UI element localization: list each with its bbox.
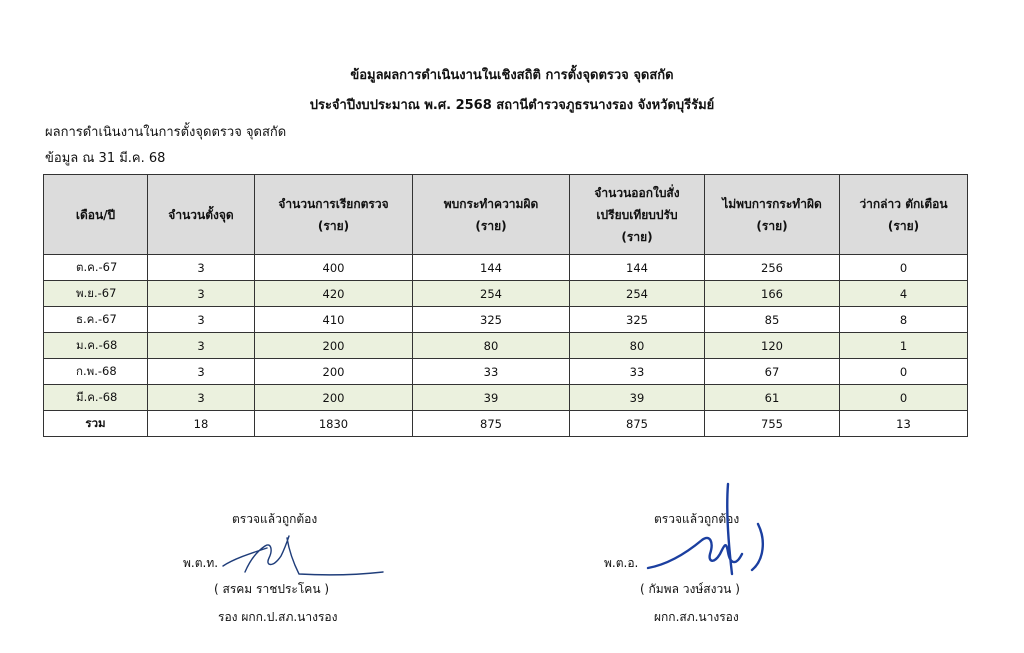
column-header [840,175,968,255]
left-signature-rank: พ.ต.ท. [183,556,219,570]
table-row [44,385,968,411]
value-cell: 200 [255,385,413,411]
data-date-label: ข้อมูล ณ 31 มี.ค. 68 [45,151,166,166]
column-header-text: (ราย) [317,218,350,233]
column-header-text: (ราย) [475,218,507,233]
column-header-text: จำนวนตั้งจุด [168,207,234,222]
value-cell: 200 [255,359,413,385]
value-cell: 0 [840,359,968,385]
column-header-text: เดือน/ปี [75,207,116,222]
total-value-cell: 875 [413,411,570,437]
value-cell: 3 [148,385,255,411]
report-title: ข้อมูลผลการดำเนินงานในเชิงสถิติ การตั้งจุดตรวจ จุดสกัด [350,68,674,83]
value-cell: 3 [148,307,255,333]
column-header-text: (ราย) [756,218,788,233]
month-cell: ต.ค.-67 [44,255,148,281]
value-cell: 80 [570,333,705,359]
column-header-text: (ราย) [621,229,653,244]
total-value-cell: 1830 [255,411,413,437]
left-signature-name: ( สรคม ราชประโคน ) [214,582,330,596]
value-cell: 3 [148,255,255,281]
column-header-text: ว่ากล่าว ตักเตือน [859,196,948,211]
value-cell: 39 [413,385,570,411]
value-cell: 33 [570,359,705,385]
right-handwritten-signature [640,480,780,580]
value-cell: 400 [255,255,413,281]
left-signature-verified: ตรวจแล้วถูกต้อง [232,512,318,526]
total-value-cell: 875 [570,411,705,437]
column-header [44,175,148,255]
table-row [44,255,968,281]
table-header-row [44,175,968,255]
value-cell: 80 [413,333,570,359]
column-header-text: ไม่พบการกระทำผิด [722,196,822,211]
total-label-cell: รวม [44,411,148,437]
month-cell: ธ.ค.-67 [44,307,148,333]
column-header-text: จำนวนออกใบสั่ง [594,185,680,200]
value-cell: 8 [840,307,968,333]
table-row [44,333,968,359]
column-header-text: จำนวนการเรียกตรวจ [278,196,389,211]
table-total-row [44,411,968,437]
value-cell: 254 [570,281,705,307]
right-signature-name: ( กัมพล วงษ์สงวน ) [640,582,740,596]
table-body [44,255,968,411]
value-cell: 325 [413,307,570,333]
left-handwritten-signature [215,528,390,583]
month-cell: พ.ย.-67 [44,281,148,307]
value-cell: 33 [413,359,570,385]
table-row [44,307,968,333]
section-label: ผลการดำเนินงานในการตั้งจุดตรวจ จุดสกัด [45,125,287,140]
value-cell: 144 [413,255,570,281]
value-cell: 325 [570,307,705,333]
value-cell: 0 [840,385,968,411]
column-header-text: พบกระทำความผิด [443,196,539,211]
month-cell: ก.พ.-68 [44,359,148,385]
right-signature-verified: ตรวจแล้วถูกต้อง [654,512,740,526]
column-header [255,175,413,255]
right-signature-rank: พ.ต.อ. [604,556,639,570]
value-cell: 61 [705,385,840,411]
value-cell: 420 [255,281,413,307]
table-row [44,281,968,307]
month-cell: มี.ค.-68 [44,385,148,411]
total-value-cell: 13 [840,411,968,437]
statistics-table [43,174,968,437]
total-value-cell: 755 [705,411,840,437]
value-cell: 39 [570,385,705,411]
column-header-text: เปรียบเทียบปรับ [596,207,678,222]
column-header-text: (ราย) [887,218,920,233]
value-cell: 85 [705,307,840,333]
value-cell: 200 [255,333,413,359]
value-cell: 3 [148,359,255,385]
value-cell: 1 [840,333,968,359]
table-row [44,359,968,385]
value-cell: 144 [570,255,705,281]
value-cell: 67 [705,359,840,385]
column-header [148,175,255,255]
value-cell: 254 [413,281,570,307]
value-cell: 256 [705,255,840,281]
value-cell: 120 [705,333,840,359]
column-header [570,175,705,255]
month-cell: ม.ค.-68 [44,333,148,359]
column-header [705,175,840,255]
left-signature-position: รอง ผกก.ป.สภ.นางรอง [218,610,338,624]
value-cell: 166 [705,281,840,307]
value-cell: 4 [840,281,968,307]
value-cell: 410 [255,307,413,333]
value-cell: 0 [840,255,968,281]
value-cell: 3 [148,333,255,359]
column-header [413,175,570,255]
right-signature-position: ผกก.สภ.นางรอง [654,610,739,624]
report-subtitle: ประจำปีงบประมาณ พ.ศ. 2568 สถานีตำรวจภูธรนางรอง จังหวัดบุรีรัมย์ [309,98,715,113]
total-value-cell: 18 [148,411,255,437]
value-cell: 3 [148,281,255,307]
